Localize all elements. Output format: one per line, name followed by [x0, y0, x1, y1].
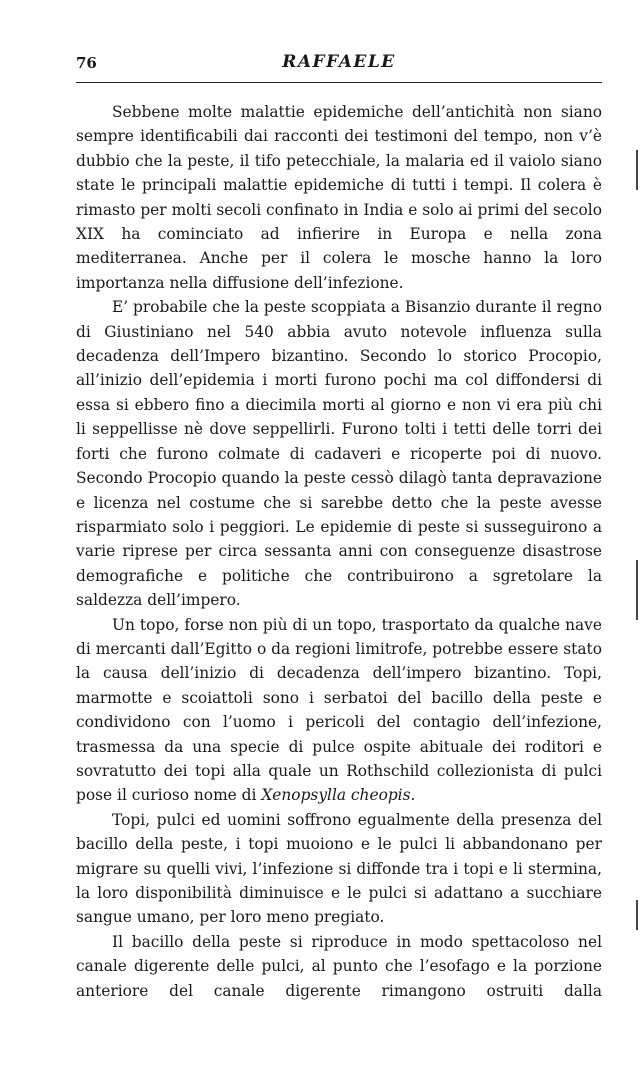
- running-title: RAFFAELE: [282, 52, 396, 72]
- paragraph-4: Topi, pulci ed uomini soffrono egualmente della presenza del bacillo della peste, i topi muoiono e le pulci li abbandonano per migrare su quelli vivi, l’infezione si diffonde tra i topi e li stermina, la loro disponibilità diminuisce e le pulci si adattano a succhiare sangue umano, per loro meno pregiato.: [76, 810, 602, 927]
- paragraph-3-text: Un topo, forse non più di un topo, trasportato da qualche nave di mercanti dall’Egitto o da regioni limitrofe, potrebbe essere stato la causa dell’inizio di decadenza dell’impero bizantino. Topi, marmotte e scoiattoli sono i serbatoi del bacillo della peste e condividono con l’uomo i pericoli del contagio dell’infezione, trasmessa da una specie di pulce ospite abituale dei roditori e sovratutto dei topi alla quale un Rothschild collezionista di pulci pose il curioso nome di: [76, 615, 602, 805]
- species-name: Xenopsylla cheopis: [261, 786, 411, 805]
- paragraph-3: [76, 613, 602, 808]
- paragraph-1: Sebbene molte malattie epidemiche dell’antichità non siano sempre identificabili dai racconti dei testimoni del tempo, non v’è dubbio che la peste, il tifo petecchiale, la malaria ed il vaiolo siano state le principali malattie epidemiche di tutti i tempi. Il colera è rimasto per molti secoli confinato in India e solo ai primi del secolo XIX ha cominciato ad infierire in Europa e nella zona mediterranea. Anche per il colera le mosche hanno la loro importanza nella diffusione dell’infezione.: [76, 103, 602, 292]
- paragraph-3-end: .: [410, 786, 416, 805]
- paragraph-5: Il bacillo della peste si riproduce in modo spettacoloso nel canale digerente delle pulci, al punto che l’esofago e la porzione anteriore del canale digerente rimangono ostruiti dalla: [76, 932, 602, 1000]
- scan-edge-mark: [636, 560, 638, 620]
- scan-edge-mark: [636, 150, 638, 190]
- scan-edge-mark: [636, 900, 638, 930]
- paragraph-2: E’ probabile che la peste scoppiata a Bisanzio durante il regno di Giustiniano nel 540 abbia avuto notevole influenza sulla decadenza dell’Impero bizantino. Secondo lo storico Procopio, all’inizio dell’epidemia i morti furono pochi ma col diffondersi di essa si ebbero fino a diecimila morti al giorno e non vi era più chi li seppellisse nè dove seppellirli. Furono tolti i tetti delle torri dei forti che furono colmate di cadaveri e ricoperte poi di nuovo. Secondo Procopio quando la peste cessò dilagò tanta depravazione e licenza nel costume che si sarebbe detto che la peste avesse risparmiato solo i peggiori. Le epidemie di peste si susseguirono a varie riprese per circa sessanta anni con conseguenze disastrose demografiche e politiche che contribuirono a sgretolare la saldezza dell’impero.: [76, 298, 602, 610]
- page-number: 76: [76, 54, 97, 72]
- body-text: [76, 100, 602, 1003]
- page-header: [76, 52, 602, 83]
